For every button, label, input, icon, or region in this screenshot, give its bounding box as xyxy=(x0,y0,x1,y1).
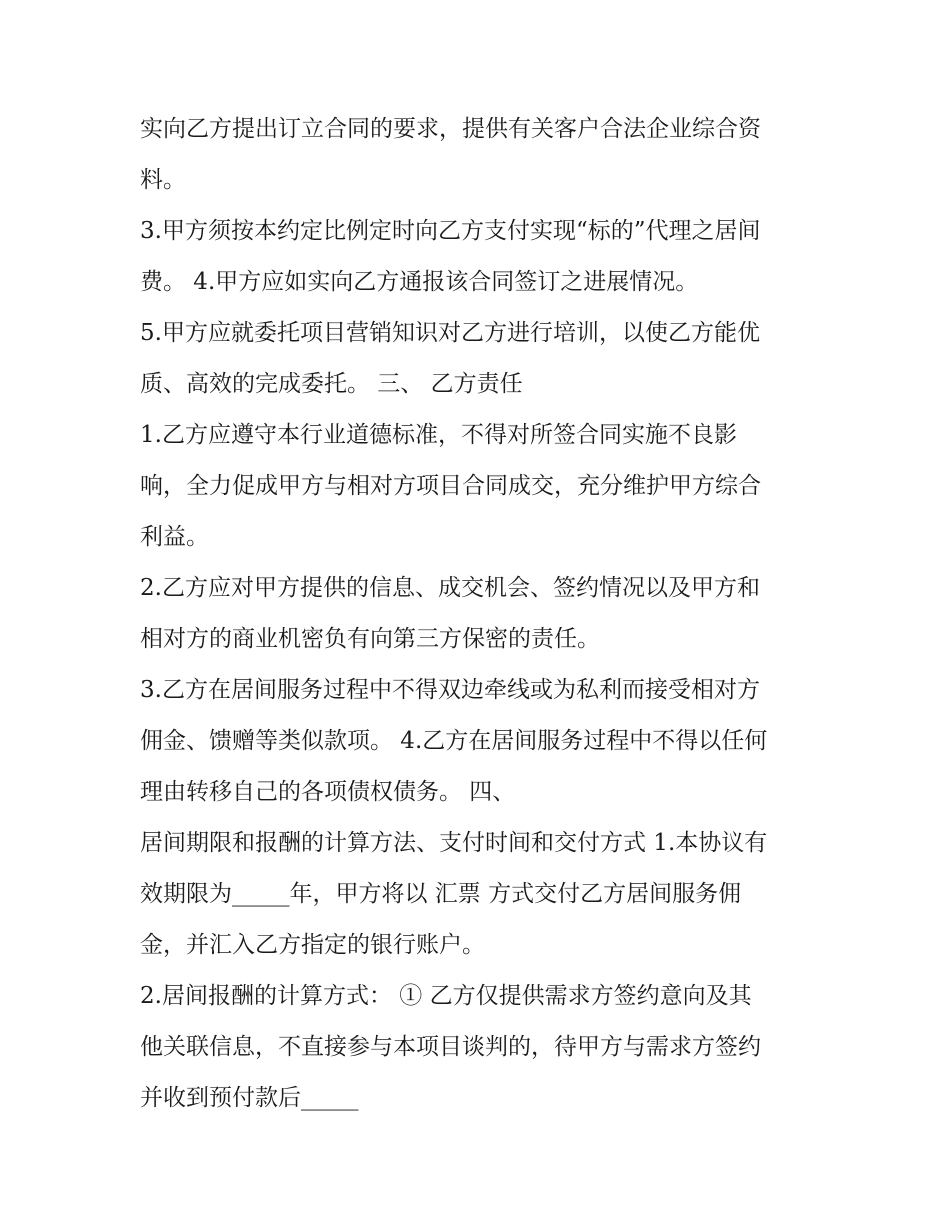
text-line: 金，并汇入乙方指定的银行账户。 xyxy=(140,932,485,958)
text-line: 费。 4.甲方应如实向乙方通报该合同签订之进展情况。 xyxy=(140,269,699,295)
text-line: 佣金、馈赠等类似款项。 4.乙方在居间服务过程中不得以任何 xyxy=(140,728,768,754)
text-line: 理由转移自己的各项债权债务。 四、 xyxy=(140,779,516,805)
text-line: 实向乙方提出订立合同的要求，提供有关客户合法企业综合资 xyxy=(140,116,761,142)
text-line: 3.乙方在居间服务过程中不得双边牵线或为私利而接受相对方 xyxy=(140,677,760,703)
text-line: 他关联信息，不直接参与本项目谈判的，待甲方与需求方签约 xyxy=(140,1034,761,1060)
text-line: 5.甲方应就委托项目营销知识对乙方进行培训，以使乙方能优 xyxy=(140,320,760,346)
text-line: 相对方的商业机密负有向第三方保密的责任。 xyxy=(140,626,600,652)
text-line: 利益。 xyxy=(140,524,209,550)
text-line: 1.乙方应遵守本行业道德标准，不得对所签合同实施不良影 xyxy=(140,422,737,448)
text-line: 并收到预付款后_____ xyxy=(140,1085,359,1111)
document-body xyxy=(140,104,820,1124)
text-line: 料。 xyxy=(140,167,186,193)
text-line: 质、高效的完成委托。 三、 乙方责任 xyxy=(140,371,523,397)
text-line: 效期限为_____年，甲方将以 汇票 方式交付乙方居间服务佣 xyxy=(140,881,742,907)
text-line: 2.乙方应对甲方提供的信息、成交机会、签约情况以及甲方和 xyxy=(140,575,760,601)
text-line: 居间期限和报酬的计算方法、支付时间和交付方式 1.本协议有 xyxy=(140,830,768,856)
text-line: 响，全力促成甲方与相对方项目合同成交，充分维护甲方综合 xyxy=(140,473,761,499)
text-line: 3.甲方须按本约定比例定时向乙方支付实现“标的”代理之居间 xyxy=(140,218,761,244)
text-line: 2.居间报酬的计算方式： ① 乙方仅提供需求方签约意向及其 xyxy=(140,983,752,1009)
